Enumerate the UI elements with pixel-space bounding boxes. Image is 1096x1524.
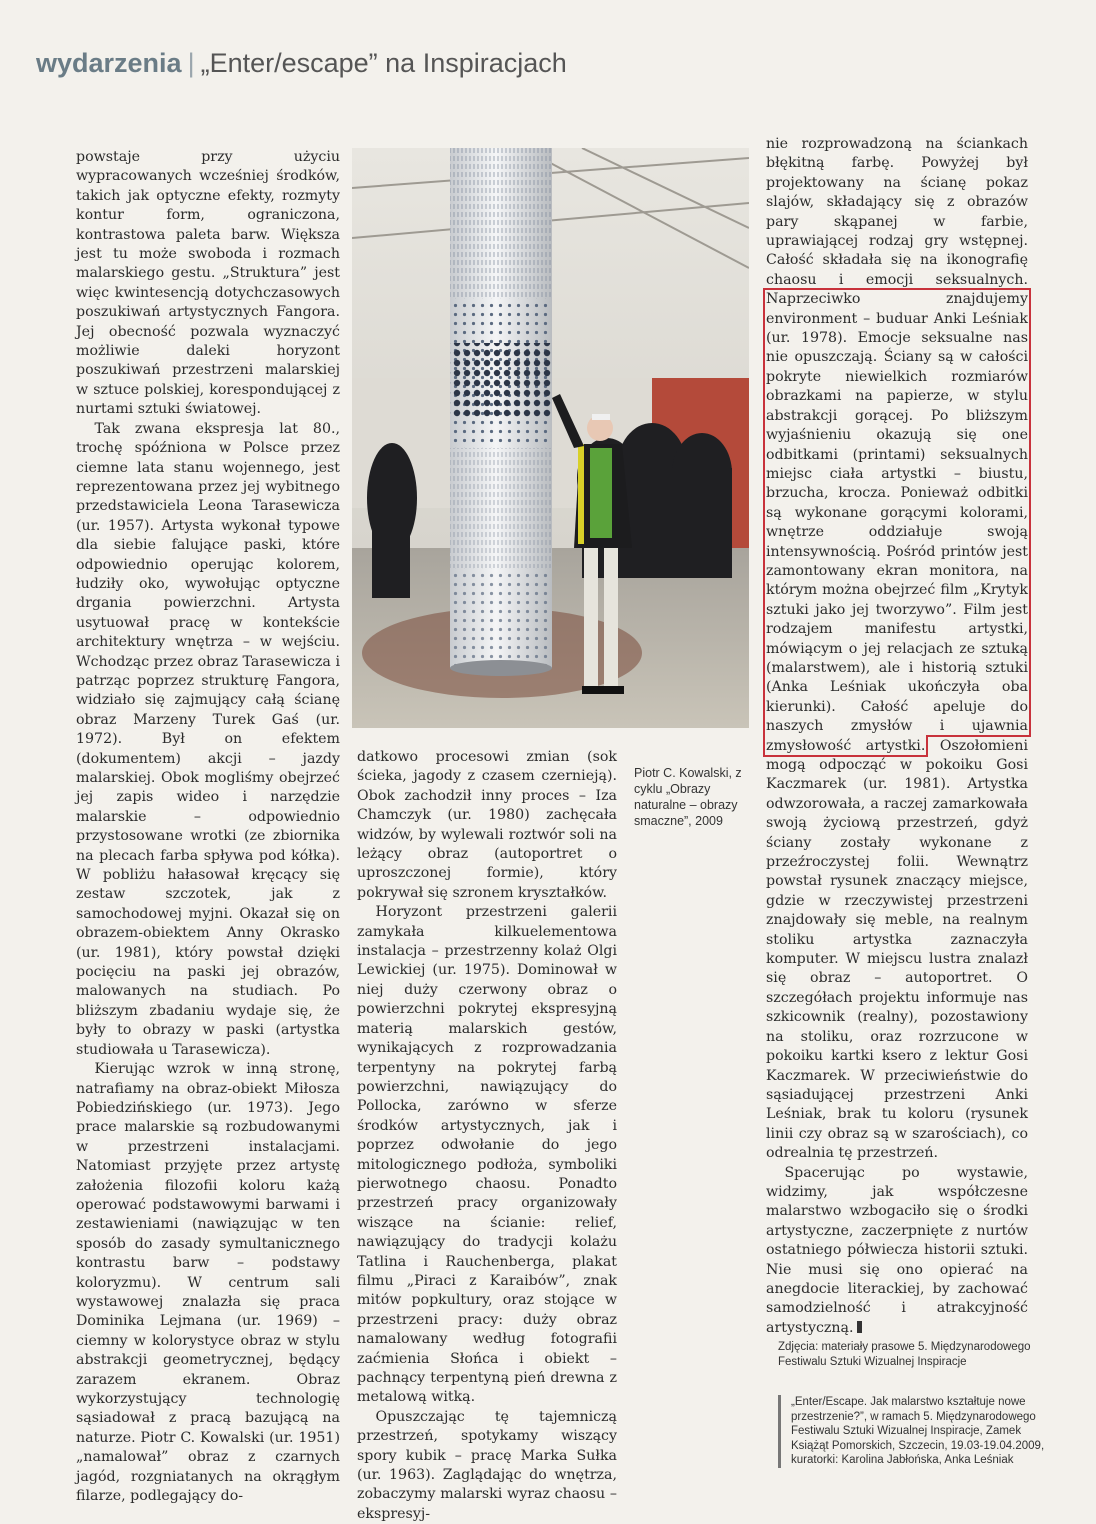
- text-column-1: [76, 148, 340, 1506]
- paragraph: powstaje przy użyciu wypracowanych wcześniej środków, takich jak optyczne efekty, rozmyty kontur form, ograniczona, kontrastowa paleta barw. Większa jest tu może swoboda i rozmach malarskiego gestu. „Struktura” jest więc kwintesencją dotychczasowych poszukiwań artystycznych Fangora. Jej obecność pozwala wyznaczyć możliwie daleki horyzont poszukiwań przestrzeni malarskiej w sztuce polskiej, korespondującej z nurtami sztuki światowej.: [76, 149, 340, 418]
- paragraph-text: Spacerując po wystawie, widzimy, jak współczesne malarstwo wzbogaciło się o środki artystyczne, zaczerpnięte z nurtów ostatniego półwiecza historii sztuki. Nie musi się ono opierać na anegdocie literackiej, by zachować samodzielność i atrakcyjność artystyczną.: [766, 1164, 1028, 1336]
- text-column-2: [357, 748, 617, 1524]
- section-label: wydarzenia: [36, 48, 182, 78]
- exhibition-info-box: „Enter/Escape. Jak malarstwo kształtuje nowe przestrzenie?”, w ramach 5. Międzynarodowego Festiwalu Sztuki Wizualnej Inspiracje, Zamek Książąt Pomorskich, Szczecin, 19.03-19.04.2009, kuratorki: Karolina Jabłońska, Anka Leśniak: [778, 1395, 1048, 1468]
- paragraph: Kierując wzrok w inną stronę, natrafiamy na obraz-obiekt Miłosza Pobiedzińskiego (ur. 1973). Jego prace malarskie są rozbudowanymi w przestrzeni instalacjami. Natomiast przyjęte przez artystę założenia filozofii koloru każą operować podstawowymi barwami i zestawieniami (nawiązując w ten sposób do zasady symultanicznego kontrastu barw – podstawy koloryzmu). W centrum sali wystawowej znalazła się praca Dominika Lejmana (ur. 1969) – ciemny w kolorystyce obraz w stylu abstrakcji geometrycznej, będący zarazem ekranem. Obraz wykorzystujący technologię sąsiadował z pracą bazującą na naturze. Piotr C. Kowalski (ur. 1951) „namalował” obraz z czarnych jagód, rozgniatanych na okrągłym filarze, podlegający do-: [76, 1061, 340, 1505]
- paragraph: Horyzont przestrzeni galerii zamykała kilkuelementowa instalacja – przestrzenny kolaż Olgi Lewickiej (ur. 1975). Dominował w niej duży czerwony obraz o powierzchni pokrytej ekspresyjną materią malarskich gestów, wynikających z rozprowadzania terpentyny na pokrytej farbą powierzchni, nawiązujący do Pollocka, zarówno w sferze środków artystycznych, jak i poprzez odwołanie do jego mitologicznego podłoża, symboliki pierwotnego chaosu. Ponadto przestrzeń pracy organizowały wiszące na ścianie: relief, nawiązujący do tradycji kolażu Tatlina i Rauchenberga, plakat filmu „Piraci z Karaibów”, znak mitów popkultury, oraz stojące w przestrzeni pracy: duży obraz namalowany według fotografii zaćmienia Słońca i obiekt – pachnący terpentyną pień drewna z metalową witką.: [357, 904, 617, 1406]
- photo-credits: Zdjęcia: materiały prasowe 5. Międzynarodowego Festiwalu Sztuki Wizualnej Inspiracje: [778, 1341, 1031, 1368]
- paragraph: datkowo procesowi zmian (sok ścieka, jagody z czasem czernieją). Obok zachodził inny proces – Iza Chamczyk (ur. 1980) zachęcała widzów, by wylewali roztwór soli na leżący obraz (autoportret o uproszczonej formie), który pokrywał się szronem kryształków.: [357, 749, 617, 901]
- paragraph: [766, 1164, 1028, 1339]
- text-column-3: [766, 135, 1028, 1338]
- highlighted-passage: Naprzeciwko znajdujemy environment – buduar Anki Leśniak (ur. 1978). Emocje seksualne nas nie opuszczają. Ściany są w całości pokryte niewielkich rozmiarów obrazkami na papierze, w stylu abstrakcji gorącej. Po bliższym wyjaśnieniu okazują się one odbitkami (printami) seksualnych miejsc ciała artystki – biustu, brzucha, krocza. Ponieważ odbitki są wykonane gorącymi kolorami, wnętrze oddziałuje swoją intensywnością. Pośród printów jest zamontowany ekran monitora, na którym można obejrzeć film „Krytyk sztuki jako jej tworzywo”. Film jest rodzajem manifestu artystki, mówiącym o jej relacjach ze sztuką (malarstwem), ale i historią sztuki (Anka Leśniak ukończyła oba kierunki). Całość apeluje do naszych zmysłów i ujawnia zmysłowość artystki.: [766, 291, 1028, 754]
- pillar-installation-image: [352, 148, 749, 728]
- article-title: „Enter/escape” na Inspiracjach: [200, 48, 567, 78]
- paragraph: Opuszczając tę tajemniczą przestrzeń, spotykamy wiszący spory kubik – pracę Marka Sułka (ur. 1963). Zaglądając do wnętrza, zobaczymy malarski wyraz chaosu – ekspresyj-: [357, 1408, 617, 1522]
- exhibition-photo: [352, 148, 749, 728]
- end-of-article-mark: [857, 1321, 862, 1333]
- header-separator: |: [187, 48, 195, 78]
- paragraph-text: nie rozprowadzoną na ściankach błękitną farbę. Powyżej był projektowany na ścianę pokaz slajów, składający się z obrazów pary skąpanej w farbie, uprawiającej rodzaj gry wstępnej. Całość składała się na ikonografię chaosu i emocji seksualnych.: [766, 136, 1028, 288]
- paragraph: [766, 135, 1028, 1164]
- page-header: [36, 48, 567, 79]
- photo-caption: Piotr C. Kowalski, z cyklu „Obrazy naturalne – obrazy smaczne”, 2009: [634, 766, 742, 828]
- paragraph: Tak zwana ekspresja lat 80., trochę spóźniona w Polsce przez ciemne lata stanu wojennego, jest reprezentowana przez jej wybitnego przedstawiciela Leona Tarasewicza (ur. 1957). Artysta wykonał typowe dla siebie falujące paski, które odpowiednio operując kolorem, łudziły oko, wywołując optyczne drgania powierzchni. Artysta usytuował pracę w kontekście architektury wnętrza – w wejściu. Wchodząc przez obraz Tarasewicza i patrząc poprzez strukturę Fangora, widziało się zajmujący całą ścianę obraz Marzeny Turek Gaś (ur. 1972). Był on efektem (dokumentem) akcji – jazdy malarskiej. Obok mogliśmy obejrzeć jej zapis wideo i narzędzie malarskie – odpowiednio przystosowane wrotki (ze zbiornika na plecach farba spływa pod kółka). W pobliżu hałasował kręcący się zestaw szczotek, jak z samochodowej myjni. Okazał się on obrazem-obiektem Anny Okrasko (ur. 1981), który powstał dzięki pocięciu na paski jej obrazów, malowanych na studiach. Po bliższym zbadaniu wydaje się, że były to obrazy w paski (artystka studiowała u Tarasewicza).: [76, 420, 340, 1058]
- paragraph-text: Oszołomieni mogą odpocząć w pokoiku Gosi Kaczmarek (ur. 1981). Artystka odwzorowała, a raczej zamarkowała swoją życiową przestrzeń, gdyż ściany zostały wykonane z przeźroczystej folii. Wewnątrz powstał rysunek znaczący miejsce, gdzie w rzeczywistej przestrzeni znajdowały się meble, na realnym stoliku artystka zaznaczyła komputer. W miejscu lustra znalazł się obraz – autoportret. O szczegółach projektu informuje nas szkicownik (realny), pozostawiony na stoliku, oraz rozrzucone w pokoiku kartki ksero z lektur Gosi Kaczmarek. W przeciwieństwie do sąsiadującej przestrzeni Anki Leśniak, brak tu koloru (rysunek linii czy obraz są w szarościach), co odrealnia tę przestrzeń.: [766, 737, 1028, 1162]
